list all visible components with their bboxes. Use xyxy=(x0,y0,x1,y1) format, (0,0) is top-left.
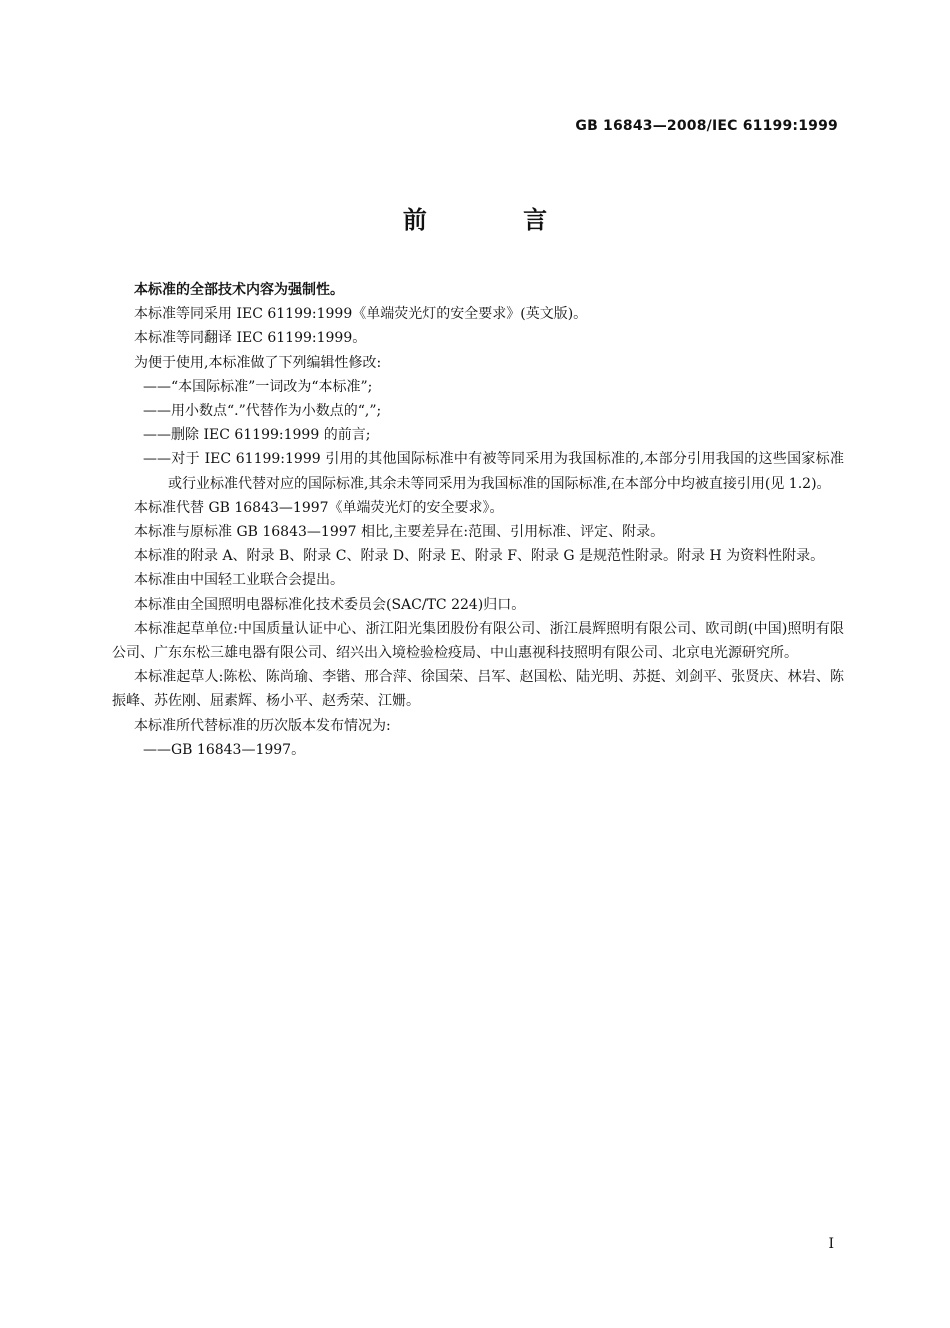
paragraph-annexes: 本标准的附录 A、附录 B、附录 C、附录 D、附录 E、附录 F、附录 G 是规范性附录。附录 H 为资料性附录。 xyxy=(134,548,825,565)
paragraph-drafters: 本标准起草人:陈松、陈尚瑜、李锴、邢合萍、徐国荣、吕军、赵国松、陆光明、苏挺、刘剑平、张贤庆、林岩、陈振峰、苏佐刚、屈素辉、杨小平、赵秀荣、江姗。 xyxy=(112,669,844,710)
paragraph-edits-intro: 为便于使用,本标准做了下列编辑性修改: xyxy=(134,354,382,371)
page-title: 前 言 xyxy=(402,206,592,234)
list-item-edit-4: ——对于 IEC 61199:1999 引用的其他国际标准中有被等同采用为我国标准的,本部分引用我国的这些国家标准或行业标准代替对应的国际标准,其余未等同采用为我国标准的国际标准,在本部分中均被直接引用(见 1.2)。 xyxy=(143,451,844,492)
foreword-body xyxy=(112,278,844,762)
paragraph-adoption: 本标准等同采用 IEC 61199:1999《单端荧光灯的安全要求》(英文版)。 xyxy=(134,306,588,323)
list-item-edit-3: ——删除 IEC 61199:1999 的前言; xyxy=(143,427,371,444)
paragraph-committee: 本标准由全国照明电器标准化技术委员会(SAC/TC 224)归口。 xyxy=(134,596,526,613)
paragraph-history-intro: 本标准所代替标准的历次版本发布情况为: xyxy=(134,717,391,734)
paragraph-mandatory: 本标准的全部技术内容为强制性。 xyxy=(134,282,344,298)
paragraph-differences: 本标准与原标准 GB 16843—1997 相比,主要差异在:范围、引用标准、评定、附录。 xyxy=(134,524,665,541)
paragraph-translation: 本标准等同翻译 IEC 61199:1999。 xyxy=(134,330,367,347)
list-item-history-1: ——GB 16843—1997。 xyxy=(143,741,306,758)
paragraph-replaces: 本标准代替 GB 16843—1997《单端荧光灯的安全要求》。 xyxy=(134,499,504,516)
paragraph-drafting-units: 本标准起草单位:中国质量认证中心、浙江阳光集团股份有限公司、浙江晨辉照明有限公司、欧司朗(中国)照明有限公司、广东东松三雄电器有限公司、绍兴出入境检验检疫局、中山惠视科技照明有限公司、北京电光源研究所。 xyxy=(112,620,844,662)
standard-code: GB 16843—2008/IEC 61199:1999 xyxy=(575,118,838,134)
page-number: I xyxy=(828,1236,834,1252)
paragraph-proposer: 本标准由中国轻工业联合会提出。 xyxy=(134,572,344,589)
list-item-edit-1: ——“本国际标准”一词改为“本标准”; xyxy=(143,378,373,395)
list-item-edit-2: ——用小数点“.”代替作为小数点的“,”; xyxy=(143,403,382,420)
